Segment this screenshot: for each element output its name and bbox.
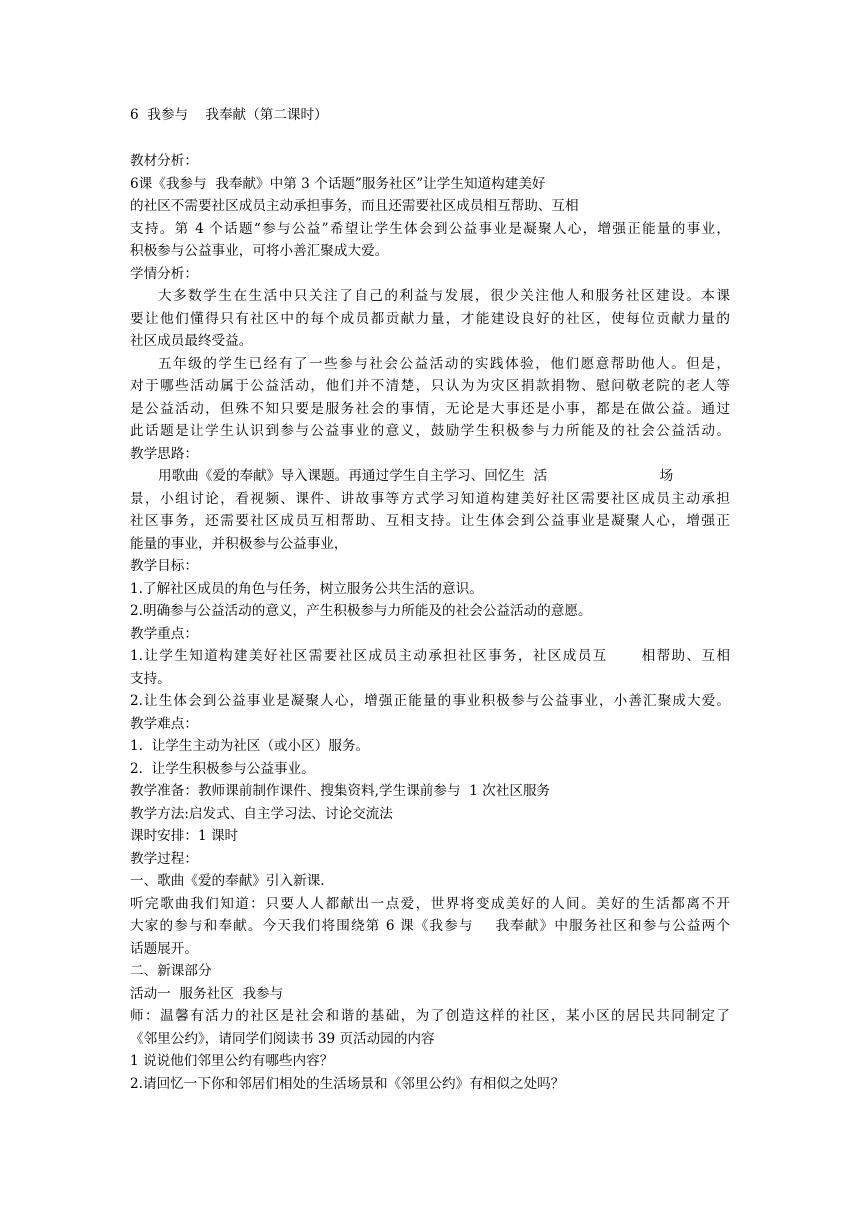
text-line: 景，小组讨论，看视频、课件、讲故事等方式学习知道构建美好社区需要社区成员主动承担 xyxy=(130,490,730,507)
text-line: 教学方法:启发式、自主学习法、讨论交流法 xyxy=(130,805,393,822)
text-line: 教学目标： xyxy=(130,558,198,574)
text-line: 1 说说他们邻里公约有哪些内容？ xyxy=(130,1053,334,1069)
text-line: 2.明确参与公益活动的意义，产生积极参与力所能及的社会公益活动的意愿。 xyxy=(130,603,592,619)
text-line: 学情分析： xyxy=(130,265,198,282)
text-line: 大家的参与和奉献。今天我们将围绕第 6 课《我参与 我奉献》中服务社区和参与公益两个 xyxy=(130,918,730,934)
text-line: 2.请回忆一下你和邻居们相处的生活场景和《邻里公约》有相似之处吗？ xyxy=(130,1075,565,1092)
text-line: 1.让学生知道构建美好社区需要社区成员主动承担社区事务，社区成员互 相帮助、互相 xyxy=(130,648,730,664)
text-line: 1. 让学生主动为社区（或小区）服务。 xyxy=(130,738,370,754)
text-line: 能量的事业，并积极参与公益事业， xyxy=(130,535,348,552)
text-line: 听完歌曲我们知道：只要人人都献出一点爱，世界将变成美好的人间。美好的生活都离不开 xyxy=(130,895,730,912)
text-line: 教学思路： xyxy=(130,445,198,462)
text-line: 教学准备：教师课前制作课件、搜集资料,学生课前参与 1 次社区服务 xyxy=(130,783,551,799)
text-line: 活动一 服务社区 我参与 xyxy=(130,985,284,1002)
document-body xyxy=(130,150,730,1095)
text-line: 师：温馨有活力的社区是社会和谐的基础，为了创造这样的社区，某小区的居民共同制定了 xyxy=(130,1008,730,1024)
text-line: 话题展开。 xyxy=(130,940,198,957)
text-line: 要让他们懂得只有社区中的每个成员都贡献力量，才能建设良好的社区，使每位贡献力量的 xyxy=(130,310,730,327)
text-line: 2. 让学生积极参与公益事业。 xyxy=(130,760,315,777)
text-line: 支持。第 4 个话题“参与公益”希望让学生体会到公益事业是凝聚人心，增强正能量的事业， xyxy=(130,220,730,237)
text-line: 的社区不需要社区成员主动承担事务，而且还需要社区成员相互帮助、互相 xyxy=(130,198,579,214)
text-line: 是公益活动，但殊不知只要是服务社会的事情，无论是大事还是小事，都是在做公益。通过 xyxy=(130,400,730,417)
text-line: 2.让生体会到公益事业是凝聚人心，增强正能量的事业积极参与公益事业，小善汇聚成大爱。 xyxy=(130,693,730,709)
text-line: 教学过程： xyxy=(130,850,198,867)
text-line: 对于哪些活动属于公益活动，他们并不清楚，只认为为灾区捐款捐物、慰问敬老院的老人等 xyxy=(130,378,730,394)
text-line: 课时安排：1 课时 xyxy=(130,828,239,844)
text-line: 二、新课部分 xyxy=(130,963,212,979)
text-line: 支持。 xyxy=(130,670,171,687)
text-line: 用歌曲《爱的奉献》导入课题。再通过学生自主学习、回忆生 活 场 xyxy=(158,468,674,484)
text-line: 此话题是让学生认识到参与公益事业的意义，鼓励学生积极参与力所能及的社会公益活动。 xyxy=(130,423,730,439)
text-line: 1.了解社区成员的角色与任务，树立服务公共生活的意识。 xyxy=(130,580,483,597)
text-line: 大多数学生在生活中只关注了自己的利益与发展，很少关注他人和服务社区建设。本课 xyxy=(158,288,730,304)
text-line: 积极参与公益事业，可将小善汇聚成大爱。 xyxy=(130,243,389,259)
text-line: 社区成员最终受益。 xyxy=(130,333,253,349)
text-line: 《邻里公约》，请同学们阅读书 39 页活动园的内容 xyxy=(130,1030,435,1047)
text-line: 社区事务，还需要社区成员互相帮助、互相支持。让生体会到公益事业是凝聚人心，增强正 xyxy=(130,513,730,529)
text-line: 五年级的学生已经有了一些参与社会公益活动的实践体验，他们愿意帮助他人。但是， xyxy=(158,355,730,372)
text-line: 6课《我参与 我奉献》中第 3 个话题”服务社区”让学生知道构建美好 xyxy=(130,175,546,192)
text-line: 教学重点： xyxy=(130,625,198,642)
text-line: 一、歌曲《爱的奉献》引入新课. xyxy=(130,873,325,889)
text-line: 教材分析： xyxy=(130,153,198,169)
text-line: 教学难点： xyxy=(130,715,198,732)
document-title: 6 我参与 我奉献（第二课时） xyxy=(130,107,328,123)
